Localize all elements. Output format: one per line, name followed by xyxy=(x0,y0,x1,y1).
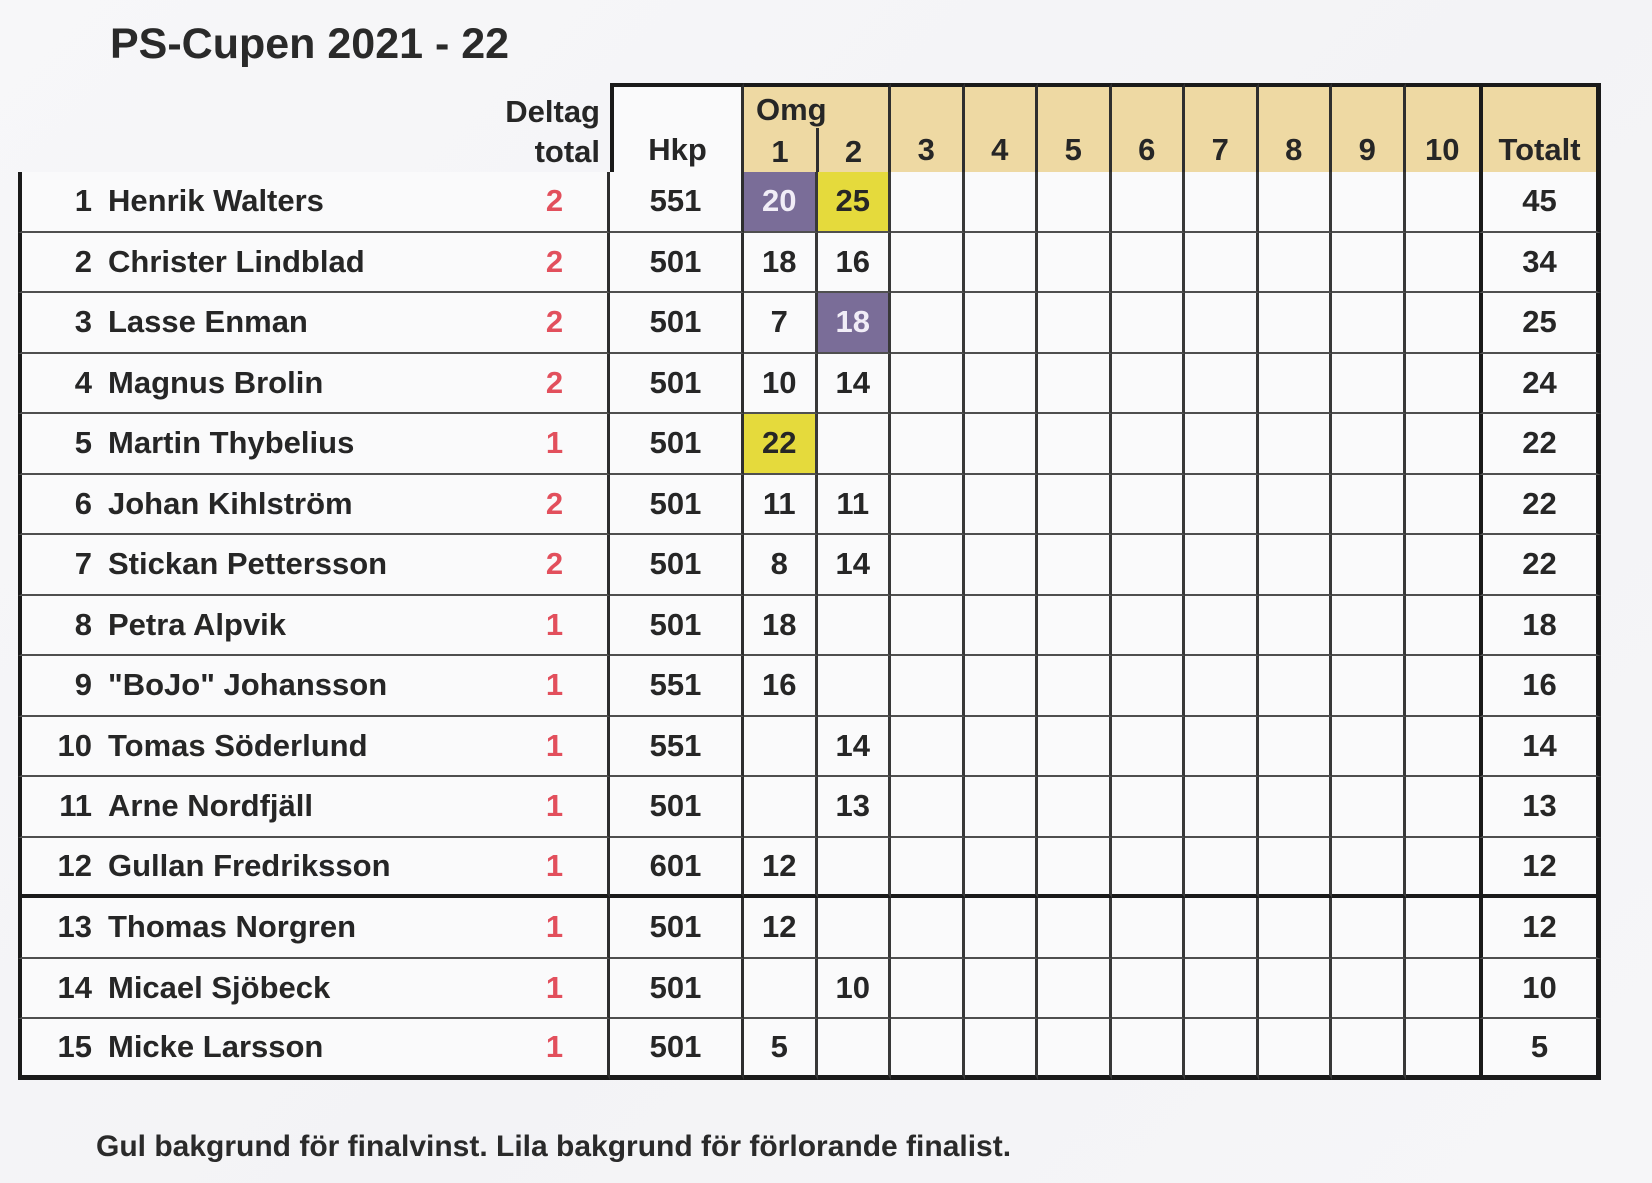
round-cell xyxy=(1406,293,1480,354)
round-cell xyxy=(891,1019,965,1080)
hkp-value: 501 xyxy=(610,535,744,596)
round-cell xyxy=(1259,717,1333,778)
table-row xyxy=(18,959,1601,1020)
round-cell xyxy=(818,898,892,959)
round-cell xyxy=(1185,172,1259,233)
round-cell: 25 xyxy=(818,172,892,233)
player-cell xyxy=(18,1019,610,1080)
round-cell xyxy=(1185,898,1259,959)
hkp-value: 501 xyxy=(610,1019,744,1080)
round-cell: 7 xyxy=(744,293,818,354)
round-cell xyxy=(891,898,965,959)
round-cell xyxy=(1112,172,1186,233)
round-cell xyxy=(1038,1019,1112,1080)
round-cell xyxy=(1332,596,1406,657)
round-cell xyxy=(1038,777,1112,838)
total-value: 22 xyxy=(1479,414,1601,475)
hkp-value: 501 xyxy=(610,414,744,475)
player-cell xyxy=(18,172,610,233)
player-name: Arne Nordfjäll xyxy=(108,788,313,824)
table-row xyxy=(18,233,1601,294)
player-name: Micke Larsson xyxy=(108,1028,324,1064)
round-cell xyxy=(965,717,1039,778)
round-cell: 14 xyxy=(818,535,892,596)
round-cell xyxy=(1185,838,1259,899)
round-cell xyxy=(1332,959,1406,1020)
round-cell xyxy=(891,596,965,657)
table-row xyxy=(18,354,1601,415)
player-rank: 11 xyxy=(59,788,92,824)
player-rank: 8 xyxy=(74,606,92,642)
legend-text: Gul bakgrund för finalvinst. Lila bakgrund för förlorande finalist. xyxy=(96,1130,1012,1163)
totalt-label: Totalt xyxy=(1498,132,1581,167)
round-cell xyxy=(1185,293,1259,354)
round-cell xyxy=(1038,233,1112,294)
player-name: Tomas Söderlund xyxy=(108,727,368,763)
hkp-header xyxy=(610,83,744,179)
round-header: 5 xyxy=(1038,83,1112,179)
player-cell xyxy=(18,777,610,838)
player-rank: 14 xyxy=(57,969,92,1005)
round-cell xyxy=(818,1019,892,1080)
round-cell xyxy=(1406,898,1480,959)
round-cell xyxy=(891,717,965,778)
round-cell xyxy=(1332,717,1406,778)
hkp-value: 501 xyxy=(610,596,744,657)
hkp-value: 551 xyxy=(610,717,744,778)
deltag-value: 1 xyxy=(545,727,564,763)
round-cell xyxy=(1038,414,1112,475)
round-header: 9 xyxy=(1332,83,1406,179)
round-cell xyxy=(1038,838,1112,899)
round-cell xyxy=(1259,354,1333,415)
round-cell xyxy=(1259,293,1333,354)
round-cell xyxy=(1112,717,1186,778)
round-cell xyxy=(1259,959,1333,1020)
round-cell xyxy=(1406,656,1480,717)
player-cell xyxy=(18,959,610,1020)
round-cell xyxy=(1259,1019,1333,1080)
round-cell xyxy=(1112,233,1186,294)
table-row xyxy=(18,172,1601,233)
deltag-value: 2 xyxy=(545,485,564,521)
round-cell: 10 xyxy=(744,354,818,415)
round-cell xyxy=(891,838,965,899)
round-cell xyxy=(1185,959,1259,1020)
round-cell xyxy=(818,414,892,475)
player-cell xyxy=(18,414,610,475)
deltag-value: 2 xyxy=(545,243,564,279)
round-cell xyxy=(891,172,965,233)
round-cell xyxy=(1259,233,1333,294)
player-name: Petra Alpvik xyxy=(108,606,287,642)
round-cell xyxy=(1185,475,1259,536)
round-cell xyxy=(744,777,818,838)
round-cell xyxy=(1332,354,1406,415)
round-cell xyxy=(891,656,965,717)
round-cell xyxy=(965,354,1039,415)
round-cell xyxy=(1185,717,1259,778)
table-row xyxy=(18,898,1601,959)
round-cell xyxy=(1406,414,1480,475)
round-cell xyxy=(1332,1019,1406,1080)
round-cell xyxy=(891,777,965,838)
table-row xyxy=(18,838,1601,899)
round-cell xyxy=(1038,656,1112,717)
round-cell xyxy=(1406,959,1480,1020)
round-header: 6 xyxy=(1112,83,1186,179)
round-cell xyxy=(1332,535,1406,596)
round-cell xyxy=(1332,414,1406,475)
deltag-value: 2 xyxy=(545,304,564,340)
player-rank: 13 xyxy=(57,909,92,945)
round-cell xyxy=(1406,838,1480,899)
player-name: Gullan Fredriksson xyxy=(108,847,391,883)
hkp-value: 501 xyxy=(610,354,744,415)
round-cell xyxy=(744,959,818,1020)
player-rank: 4 xyxy=(74,364,92,400)
round-cell xyxy=(965,898,1039,959)
player-name: Johan Kihlström xyxy=(108,485,353,521)
round-cell xyxy=(1038,898,1112,959)
round-cell xyxy=(965,233,1039,294)
round-cell xyxy=(1406,1019,1480,1080)
results-table xyxy=(18,83,1601,1080)
round-cell xyxy=(1038,959,1112,1020)
round-cell xyxy=(1406,717,1480,778)
round-cell xyxy=(891,475,965,536)
deltag-value: 1 xyxy=(545,1028,564,1064)
round-cell xyxy=(1332,777,1406,838)
total-value: 34 xyxy=(1479,233,1601,294)
round-cell xyxy=(1038,172,1112,233)
round-cell xyxy=(891,414,965,475)
round-cell xyxy=(965,777,1039,838)
round-cell: 12 xyxy=(744,898,818,959)
table-row xyxy=(18,535,1601,596)
round-header: 8 xyxy=(1259,83,1333,179)
round-cell xyxy=(965,293,1039,354)
hkp-value: 601 xyxy=(610,838,744,899)
round-cell xyxy=(965,1019,1039,1080)
round-cell: 18 xyxy=(744,233,818,294)
round-cell xyxy=(891,233,965,294)
round-cell xyxy=(1406,233,1480,294)
round-cell xyxy=(965,535,1039,596)
hkp-value: 551 xyxy=(610,172,744,233)
round-cell xyxy=(1406,596,1480,657)
player-rank: 9 xyxy=(74,667,92,703)
round-cell xyxy=(1406,172,1480,233)
player-cell xyxy=(18,475,610,536)
round-header: 3 xyxy=(891,83,965,179)
total-value: 45 xyxy=(1479,172,1601,233)
player-rank: 15 xyxy=(57,1028,92,1064)
hkp-value: 501 xyxy=(610,777,744,838)
round-cell xyxy=(965,172,1039,233)
round-cell xyxy=(1332,898,1406,959)
round-cell xyxy=(1112,475,1186,536)
total-value: 22 xyxy=(1479,535,1601,596)
round-cell xyxy=(1332,838,1406,899)
total-value: 22 xyxy=(1479,475,1601,536)
round-cell xyxy=(965,656,1039,717)
round-header: 7 xyxy=(1185,83,1259,179)
round-cell: 22 xyxy=(744,414,818,475)
round-cell xyxy=(818,596,892,657)
round-cell xyxy=(965,414,1039,475)
player-name: Magnus Brolin xyxy=(108,364,324,400)
hkp-value: 501 xyxy=(610,233,744,294)
player-rank: 1 xyxy=(74,183,92,219)
round-cell xyxy=(1406,475,1480,536)
round-cell: 11 xyxy=(818,475,892,536)
round-cell xyxy=(1038,293,1112,354)
table-row xyxy=(18,656,1601,717)
total-value: 5 xyxy=(1479,1019,1601,1080)
player-rank: 2 xyxy=(74,243,92,279)
round-cell: 10 xyxy=(818,959,892,1020)
total-value: 12 xyxy=(1479,898,1601,959)
round-cell xyxy=(1112,959,1186,1020)
round-cell: 12 xyxy=(744,838,818,899)
total-value: 10 xyxy=(1479,959,1601,1020)
hkp-value: 501 xyxy=(610,293,744,354)
total-value: 24 xyxy=(1479,354,1601,415)
round-cell xyxy=(1112,898,1186,959)
omg-label: Omg xyxy=(756,92,827,127)
round-cell xyxy=(1259,777,1333,838)
round-cell xyxy=(1259,596,1333,657)
round-cell xyxy=(1112,656,1186,717)
hkp-value: 501 xyxy=(610,898,744,959)
round-cell xyxy=(1185,777,1259,838)
header-row xyxy=(18,83,1601,172)
table-row xyxy=(18,475,1601,536)
round-cell: 18 xyxy=(744,596,818,657)
round-cell xyxy=(1259,898,1333,959)
round-cell xyxy=(1406,777,1480,838)
player-rank: 12 xyxy=(57,847,92,883)
hkp-value: 501 xyxy=(610,959,744,1020)
round-cell xyxy=(965,475,1039,536)
round-cell: 14 xyxy=(818,354,892,415)
round-cell xyxy=(1112,535,1186,596)
player-rank: 7 xyxy=(74,546,92,582)
round-cell: 13 xyxy=(818,777,892,838)
round-cell xyxy=(1332,293,1406,354)
round-cell xyxy=(891,354,965,415)
round-cell xyxy=(1259,535,1333,596)
round-cell xyxy=(1112,596,1186,657)
round-cell xyxy=(1332,172,1406,233)
round-cell xyxy=(1185,535,1259,596)
player-name: "BoJo" Johansson xyxy=(108,667,388,703)
round-cell xyxy=(891,293,965,354)
round-cell xyxy=(818,656,892,717)
round-cell xyxy=(1259,414,1333,475)
round-cell: 11 xyxy=(744,475,818,536)
omg-round-numbers xyxy=(744,128,888,175)
player-name: Stickan Pettersson xyxy=(108,546,388,582)
total-value: 14 xyxy=(1479,717,1601,778)
player-cell xyxy=(18,898,610,959)
table-row xyxy=(18,293,1601,354)
round-cell: 5 xyxy=(744,1019,818,1080)
player-name: Christer Lindblad xyxy=(108,243,365,279)
player-rank: 5 xyxy=(74,425,92,461)
round-cell xyxy=(1185,656,1259,717)
round-cell xyxy=(1112,777,1186,838)
hkp-value: 551 xyxy=(610,656,744,717)
round-cell xyxy=(1406,535,1480,596)
table-row xyxy=(18,1019,1601,1080)
round-cell xyxy=(1112,1019,1186,1080)
round-header: 1 xyxy=(771,133,789,169)
player-cell xyxy=(18,596,610,657)
round-cell xyxy=(1406,354,1480,415)
round-cell xyxy=(1185,1019,1259,1080)
round-cell: 18 xyxy=(818,293,892,354)
round-cell xyxy=(965,838,1039,899)
player-cell xyxy=(18,535,610,596)
round-cell: 8 xyxy=(744,535,818,596)
deltag-total-header xyxy=(18,83,610,179)
total-value: 13 xyxy=(1479,777,1601,838)
player-cell xyxy=(18,656,610,717)
round-cell xyxy=(1038,475,1112,536)
round-cell xyxy=(1259,838,1333,899)
round-cell xyxy=(1259,475,1333,536)
deltag-value: 1 xyxy=(545,606,564,642)
round-cell xyxy=(1185,354,1259,415)
round-header: 10 xyxy=(1406,83,1480,179)
total-value: 16 xyxy=(1479,656,1601,717)
player-rank: 3 xyxy=(74,304,92,340)
player-name: Lasse Enman xyxy=(108,304,308,340)
round-header: 4 xyxy=(965,83,1039,179)
round-cell xyxy=(1112,354,1186,415)
totalt-header xyxy=(1479,83,1601,179)
round-cell xyxy=(1185,233,1259,294)
total-value: 25 xyxy=(1479,293,1601,354)
deltag-value: 1 xyxy=(545,909,564,945)
total-label: total xyxy=(534,134,600,169)
round-cell: 20 xyxy=(744,172,818,233)
deltag-value: 1 xyxy=(545,667,564,703)
round-cell xyxy=(1112,293,1186,354)
round-cell xyxy=(1259,656,1333,717)
round-cell xyxy=(1185,596,1259,657)
player-name: Martin Thybelius xyxy=(108,425,355,461)
round-cell: 16 xyxy=(744,656,818,717)
omg-header-group xyxy=(744,83,891,179)
player-cell xyxy=(18,838,610,899)
round-cell xyxy=(1185,414,1259,475)
round-cell: 14 xyxy=(818,717,892,778)
hkp-label: Hkp xyxy=(648,132,707,167)
round-cell: 16 xyxy=(818,233,892,294)
deltag-value: 1 xyxy=(545,847,564,883)
round-cell xyxy=(1112,414,1186,475)
deltag-value: 2 xyxy=(545,364,564,400)
round-cell xyxy=(1332,475,1406,536)
deltag-value: 1 xyxy=(545,969,564,1005)
round-cell xyxy=(744,717,818,778)
round-cell xyxy=(891,535,965,596)
player-cell xyxy=(18,233,610,294)
round-cell xyxy=(891,959,965,1020)
round-cell xyxy=(1038,717,1112,778)
player-cell xyxy=(18,717,610,778)
round-cell xyxy=(1112,838,1186,899)
player-cell xyxy=(18,293,610,354)
round-cell xyxy=(818,838,892,899)
table-row xyxy=(18,717,1601,778)
total-value: 12 xyxy=(1479,838,1601,899)
round-cell xyxy=(965,596,1039,657)
round-cell xyxy=(1332,656,1406,717)
player-rank: 10 xyxy=(57,727,92,763)
player-cell xyxy=(18,354,610,415)
player-name: Micael Sjöbeck xyxy=(108,969,331,1005)
total-value: 18 xyxy=(1479,596,1601,657)
deltag-value: 1 xyxy=(545,425,564,461)
deltag-value: 1 xyxy=(545,788,564,824)
player-name: Thomas Norgren xyxy=(108,909,357,945)
deltag-label: Deltag xyxy=(505,94,600,129)
deltag-value: 2 xyxy=(545,546,564,582)
player-rank: 6 xyxy=(74,485,92,521)
round-cell xyxy=(1038,596,1112,657)
table-row xyxy=(18,596,1601,657)
round-cell xyxy=(1038,354,1112,415)
player-name: Henrik Walters xyxy=(108,183,324,219)
round-header: 2 xyxy=(816,128,888,175)
hkp-value: 501 xyxy=(610,475,744,536)
round-cell xyxy=(1259,172,1333,233)
round-cell xyxy=(965,959,1039,1020)
round-cell xyxy=(1332,233,1406,294)
deltag-value: 2 xyxy=(545,183,564,219)
round-cell xyxy=(1038,535,1112,596)
table-row xyxy=(18,414,1601,475)
page-title: PS-Cupen 2021 - 22 xyxy=(110,20,510,68)
table-row xyxy=(18,777,1601,838)
